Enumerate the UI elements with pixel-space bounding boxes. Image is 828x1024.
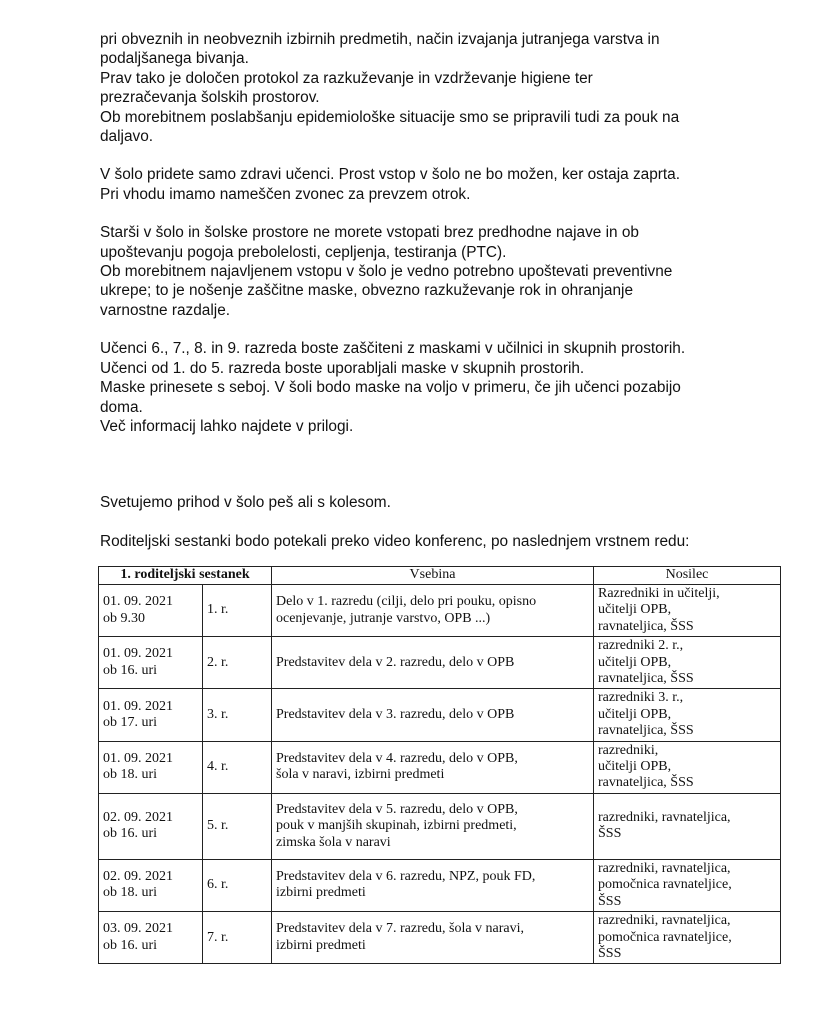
holder-cell <box>594 912 781 964</box>
content-cell-line: zimska šola v naravi <box>276 834 391 850</box>
meeting-schedule-table <box>98 566 781 964</box>
grade-cell: 4. r. <box>203 741 272 793</box>
meeting-date: 01. 09. 2021 <box>103 698 173 714</box>
holder-cell-line: razredniki 2. r., <box>598 638 684 654</box>
content-cell-line: Predstavitev dela v 3. razredu, delo v OPB <box>276 706 515 722</box>
meeting-time: ob 16. uri <box>103 826 158 842</box>
content-cell-line: Predstavitev dela v 7. razredu, šola v naravi, <box>276 921 525 937</box>
content-cell-line: Predstavitev dela v 4. razredu, delo v OPB, <box>276 750 518 766</box>
table-row <box>99 637 781 689</box>
text-line: Roditeljski sestanki bodo potekali preko video konferenc, po naslednjem vrstnem redu: <box>100 532 690 550</box>
content-cell-line: izbirni predmeti <box>276 937 366 953</box>
holder-cell-line: pomočnica ravnateljice, <box>598 877 732 893</box>
meeting-time: ob 18. uri <box>103 767 158 783</box>
holder-cell-line: razredniki, ravnateljica, <box>598 809 731 825</box>
holder-cell-line: učitelji OPB, <box>598 759 672 775</box>
text-line: Ob morebitnem najavljenem vstopu v šolo je vedno potrebno upoštevati preventivne <box>100 263 673 281</box>
paragraph-meetings-intro <box>100 532 730 551</box>
text-line: pri obveznih in neobveznih izbirnih predmetih, način izvajanja jutranjega varstva in <box>100 31 660 48</box>
content-cell-line: šola v naravi, izbirni predmeti <box>276 767 445 783</box>
holder-cell-line: razredniki, <box>598 742 659 758</box>
paragraph-entry <box>100 165 730 204</box>
holder-cell <box>594 689 781 741</box>
table-row <box>99 912 781 964</box>
holder-cell-line: ravnateljica, ŠSS <box>598 723 694 739</box>
table-row <box>99 741 781 793</box>
text-line: Več informacij lahko najdete v prilogi. <box>100 417 354 435</box>
content-cell-line: Predstavitev dela v 5. razredu, delo v OPB, <box>276 801 518 817</box>
paragraph-schedule-intro <box>100 30 730 69</box>
holder-cell <box>594 741 781 793</box>
meeting-date: 01. 09. 2021 <box>103 750 173 766</box>
header-holder: Nosilec <box>594 567 781 585</box>
text-line: Učenci 6., 7., 8. in 9. razreda boste zaščiteni z maskami v učilnici in skupnih prostorih. <box>100 340 686 358</box>
paragraph-parents <box>100 223 730 262</box>
date-cell <box>99 741 203 793</box>
paragraph-masks <box>100 339 730 436</box>
paragraph-hygiene <box>100 69 730 108</box>
holder-cell <box>594 637 781 689</box>
holder-cell <box>594 585 781 637</box>
text-line: ukrepe; to je nošenje zaščitne maske, obvezno razkuževanje rok in ohranjanje <box>100 282 633 300</box>
grade-cell: 2. r. <box>203 637 272 689</box>
text-line: Starši v šolo in šolske prostore ne morete vstopati brez predhodne najave in ob <box>100 224 639 242</box>
holder-cell-line: ravnateljica, ŠSS <box>598 618 694 634</box>
holder-cell-line: ravnateljica, ŠSS <box>598 671 694 687</box>
date-cell <box>99 637 203 689</box>
text-line: Prav tako je določen protokol za razkuževanje in vzdrževanje higiene ter <box>100 69 593 87</box>
date-cell <box>99 912 203 964</box>
holder-cell-line: pomočnica ravnateljice, <box>598 929 732 945</box>
holder-cell-line: ŠSS <box>598 826 622 842</box>
paragraph-remote-learning <box>100 108 730 147</box>
content-cell <box>272 637 594 689</box>
paragraph-arrival <box>100 493 730 512</box>
holder-cell-line: Razredniki in učitelji, <box>598 586 720 601</box>
text-line: Pri vhodu imamo nameščen zvonec za prevzem otrok. <box>100 185 471 203</box>
holder-cell-line: učitelji OPB, <box>598 602 672 618</box>
holder-cell-line: ŠSS <box>598 893 622 909</box>
text-line: Učenci od 1. do 5. razreda boste uporabljali maske v skupnih prostorih. <box>100 359 585 377</box>
holder-cell-line: razredniki, ravnateljica, <box>598 860 731 876</box>
table-row <box>99 689 781 741</box>
content-cell <box>272 585 594 637</box>
header-content: Vsebina <box>272 567 594 585</box>
text-line: podaljšanega bivanja. <box>100 50 249 68</box>
holder-cell-line: ravnateljica, ŠSS <box>598 775 694 791</box>
holder-cell <box>594 793 781 859</box>
table-header-row <box>99 567 781 585</box>
grade-cell: 3. r. <box>203 689 272 741</box>
meeting-date: 01. 09. 2021 <box>103 594 173 610</box>
paragraph-preventive <box>100 262 730 320</box>
content-cell-line: ocenjevanje, jutranje varstvo, OPB ...) <box>276 610 491 626</box>
meeting-time: ob 18. uri <box>103 885 158 901</box>
meeting-date: 01. 09. 2021 <box>103 646 173 662</box>
text-line: daljavo. <box>100 128 154 146</box>
grade-cell: 7. r. <box>203 912 272 964</box>
date-cell <box>99 859 203 911</box>
grade-cell: 1. r. <box>203 585 272 637</box>
text-line: V šolo pridete samo zdravi učenci. Prost vstop v šolo ne bo možen, ker ostaja zaprta. <box>100 166 680 184</box>
grade-cell: 6. r. <box>203 859 272 911</box>
content-cell <box>272 859 594 911</box>
document-body <box>100 30 730 551</box>
text-line: upoštevanju pogoja prebolelosti, cepljenja, testiranja (PTC). <box>100 243 507 261</box>
date-cell <box>99 793 203 859</box>
holder-cell-line: razredniki 3. r., <box>598 690 684 706</box>
text-line: prezračevanja šolskih prostorov. <box>100 89 320 107</box>
content-cell <box>272 741 594 793</box>
date-cell <box>99 585 203 637</box>
content-cell <box>272 793 594 859</box>
text-line: Maske prinesete s seboj. V šoli bodo maske na voljo v primeru, če jih učenci pozabijo <box>100 379 681 397</box>
meeting-time: ob 16. uri <box>103 662 158 678</box>
meeting-date: 02. 09. 2021 <box>103 869 173 885</box>
holder-cell <box>594 859 781 911</box>
meeting-time: ob 17. uri <box>103 715 158 731</box>
content-cell-line: pouk v manjših skupinah, izbirni predmeti, <box>276 818 517 834</box>
holder-cell-line: učitelji OPB, <box>598 706 672 722</box>
text-line: doma. <box>100 398 143 416</box>
table-row <box>99 859 781 911</box>
content-cell-line: Delo v 1. razredu (cilji, delo pri pouku, opisno <box>276 594 537 610</box>
table-row <box>99 793 781 859</box>
content-cell-line: izbirni predmeti <box>276 885 366 901</box>
text-line: varnostne razdalje. <box>100 301 231 319</box>
meeting-time: ob 16. uri <box>103 937 158 953</box>
holder-cell-line: učitelji OPB, <box>598 654 672 670</box>
table-row <box>99 585 781 637</box>
meeting-date: 02. 09. 2021 <box>103 809 173 825</box>
header-meeting: 1. roditeljski sestanek <box>99 567 272 585</box>
meeting-date: 03. 09. 2021 <box>103 921 173 937</box>
text-line: Svetujemo prihod v šolo peš ali s kolesom. <box>100 494 391 512</box>
text-line: Ob morebitnem poslabšanju epidemiološke situacije smo se pripravili tudi za pouk na <box>100 108 680 126</box>
grade-cell: 5. r. <box>203 793 272 859</box>
content-cell-line: Predstavitev dela v 2. razredu, delo v OPB <box>276 654 515 670</box>
meeting-time: ob 9.30 <box>103 610 145 626</box>
date-cell <box>99 689 203 741</box>
holder-cell-line: razredniki, ravnateljica, <box>598 913 731 929</box>
content-cell <box>272 689 594 741</box>
content-cell <box>272 912 594 964</box>
content-cell-line: Predstavitev dela v 6. razredu, NPZ, pouk FD, <box>276 869 536 885</box>
holder-cell-line: ŠSS <box>598 945 622 961</box>
